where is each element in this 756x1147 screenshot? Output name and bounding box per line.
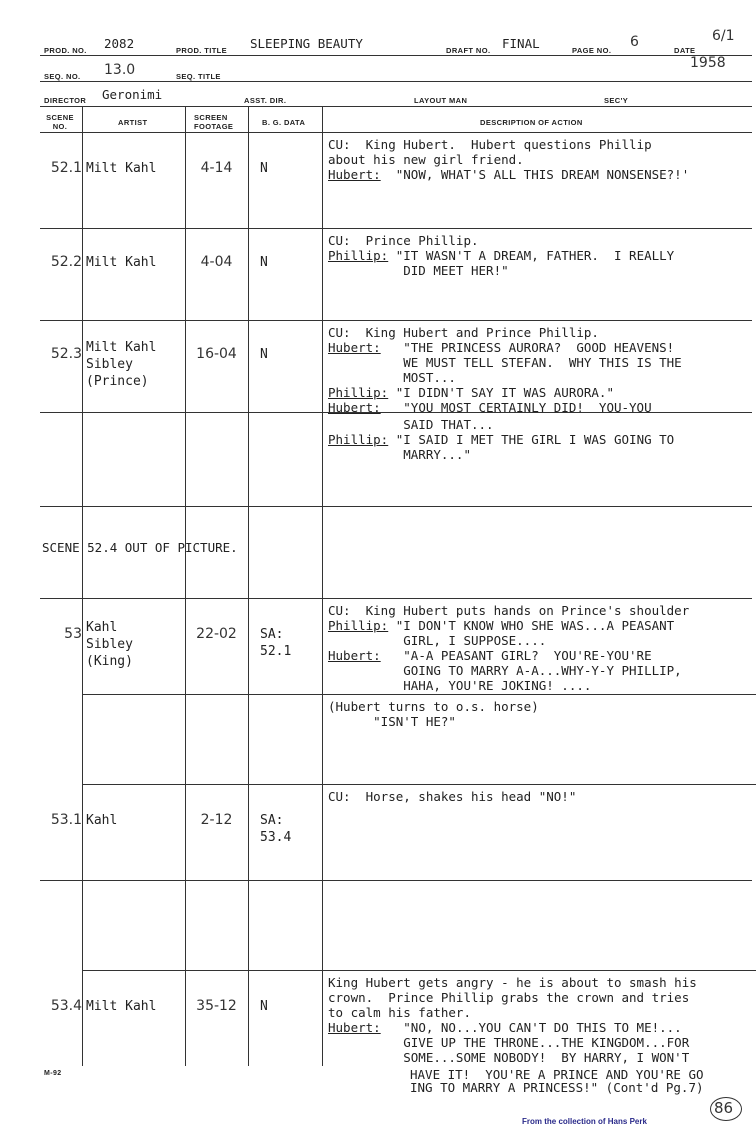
- description-line: [328, 138, 652, 152]
- scene-number: 53: [64, 626, 82, 642]
- description-line: [328, 448, 471, 462]
- continuation-line-1: HAVE IT! YOU'RE A PRINCE AND YOU'RE GO: [410, 1067, 704, 1082]
- screen-footage: 22-02: [196, 626, 237, 642]
- dialogue-text: HAHA, YOU'RE JOKING! ....: [328, 678, 592, 693]
- bg-data: N: [260, 999, 268, 1014]
- description-line: [328, 249, 674, 263]
- dialogue-text: CU: King Hubert puts hands on Prince's shoulder: [328, 603, 690, 618]
- dialogue-text: DID MEET HER!": [328, 263, 509, 278]
- layout-man-label: LAYOUT MAN: [414, 96, 468, 105]
- screen-footage: 16-04: [196, 346, 237, 362]
- dialogue-text: "I DON'T KNOW WHO SHE WAS...A PEASANT: [388, 618, 675, 633]
- header-rule-3: [40, 106, 752, 107]
- screen-footage: 2-12: [200, 812, 233, 828]
- row-separator: [40, 320, 752, 321]
- col-scene-2: NO.: [52, 122, 68, 131]
- description-line: [328, 433, 674, 447]
- dialogue-text: "I DIDN'T SAY IT WAS AURORA.": [388, 385, 614, 400]
- screen-footage: 4-04: [200, 254, 233, 270]
- speaker-label: Phillip:: [328, 618, 389, 633]
- col-scene-1: SCENE: [46, 113, 74, 122]
- speaker-label: Hubert:: [328, 340, 381, 355]
- description-line: [328, 619, 674, 633]
- row-separator: [82, 784, 756, 785]
- dialogue-text: "A-A PEASANT GIRL? YOU'RE-YOU'RE: [380, 648, 652, 663]
- date-top: 6/1: [712, 28, 735, 44]
- artist-name: Kahl Sibley (King): [86, 620, 133, 669]
- row-separator: [40, 880, 752, 881]
- vline-3: [248, 106, 249, 1066]
- header-rule-1: [40, 55, 752, 56]
- bg-data: SA: 52.1: [260, 627, 292, 659]
- seq-no: 13.0: [104, 62, 136, 78]
- dialogue-text: "NO, NO...YOU CAN'T DO THIS TO ME!...: [380, 1020, 682, 1035]
- vline-4: [322, 106, 323, 1066]
- speaker-label: Hubert:: [328, 400, 381, 415]
- secy-label: SEC'Y: [604, 96, 629, 105]
- dialogue-text: (Hubert turns to o.s. horse): [328, 699, 539, 714]
- dialogue-text: to calm his father.: [328, 1005, 471, 1020]
- asst-dir-label: ASST. DIR.: [244, 96, 287, 105]
- dialogue-text: King Hubert gets angry - he is about to smash his: [328, 975, 697, 990]
- draft-no: FINAL: [502, 36, 540, 51]
- col-screen-2: FOOTAGE: [194, 122, 234, 131]
- dialogue-text: CU: King Hubert. Hubert questions Phillip: [328, 137, 652, 152]
- col-bg: B. G. DATA: [262, 118, 306, 127]
- description-line: [328, 715, 456, 729]
- dialogue-text: GIRL, I SUPPOSE....: [328, 633, 547, 648]
- screen-footage: 4-14: [200, 160, 233, 176]
- dialogue-text: about his new girl friend.: [328, 152, 524, 167]
- bg-data: N: [260, 347, 268, 362]
- screen-footage: 35-12: [196, 998, 237, 1014]
- draft-no-label: DRAFT NO.: [446, 46, 491, 55]
- description-line: [328, 1021, 682, 1035]
- row-separator: [40, 228, 752, 229]
- row-separator: [40, 506, 752, 507]
- dialogue-text: "NOW, WHAT'S ALL THIS DREAM NONSENSE?!': [380, 167, 690, 182]
- dialogue-text: SOME...SOME NOBODY! BY HARRY, I WON'T: [328, 1050, 690, 1065]
- row-separator: [82, 694, 756, 695]
- dialogue-text: CU: Prince Phillip.: [328, 233, 479, 248]
- bg-data: SA: 53.4: [260, 813, 292, 845]
- dialogue-text: "YOU MOST CERTAINLY DID! YOU-YOU: [380, 400, 652, 415]
- form-number: M-92: [44, 1070, 62, 1077]
- description-line: [328, 790, 576, 804]
- dialogue-text: "IT WASN'T A DREAM, FATHER. I REALLY: [388, 248, 675, 263]
- description-line: [328, 1051, 689, 1065]
- description-line: [328, 991, 689, 1005]
- speaker-label: Phillip:: [328, 385, 389, 400]
- description-line: [328, 649, 652, 663]
- description-line: [328, 976, 697, 990]
- scene-number: 52.1: [50, 160, 82, 176]
- page-no: 6: [630, 34, 639, 50]
- description-line: [328, 679, 591, 693]
- row-separator: [40, 598, 752, 599]
- artist-name: Kahl: [86, 813, 118, 828]
- col-screen-1: SCREEN: [194, 113, 228, 122]
- dialogue-text: SAID THAT...: [328, 417, 494, 432]
- speaker-label: Phillip:: [328, 248, 389, 263]
- description-line: [328, 371, 456, 385]
- continuation-line-2: ING TO MARRY A PRINCESS!" (Cont'd Pg.7): [410, 1080, 704, 1095]
- col-artist: ARTIST: [118, 118, 148, 127]
- scene-number: 52.2: [50, 254, 82, 270]
- description-line: [328, 700, 539, 714]
- artist-name: Milt Kahl: [86, 255, 157, 270]
- director: Geronimi: [102, 87, 163, 102]
- description-line: [328, 1006, 471, 1020]
- description-line: [328, 386, 614, 400]
- collection-credit: From the collection of Hans Perk: [522, 1117, 647, 1126]
- dialogue-text: MOST...: [328, 370, 456, 385]
- vline-1: [82, 106, 83, 1066]
- speaker-label: Hubert:: [328, 648, 381, 663]
- bg-data: N: [260, 161, 268, 176]
- description-line: [328, 341, 674, 355]
- seq-title-label: SEQ. TITLE: [176, 72, 221, 81]
- description-line: [328, 153, 524, 167]
- director-label: DIRECTOR: [44, 96, 87, 105]
- dialogue-text: WE MUST TELL STEFAN. WHY THIS IS THE: [328, 355, 682, 370]
- description-line: [328, 401, 652, 415]
- dialogue-text: crown. Prince Phillip grabs the crown and tries: [328, 990, 690, 1005]
- prod-title: SLEEPING BEAUTY: [250, 36, 363, 51]
- dialogue-text: GIVE UP THE THRONE...THE KINGDOM...FOR: [328, 1035, 690, 1050]
- speaker-label: Hubert:: [328, 167, 381, 182]
- prod-no-label: PROD. NO.: [44, 46, 87, 55]
- description-line: [328, 356, 682, 370]
- header-rule-2: [40, 81, 752, 82]
- speaker-label: Hubert:: [328, 1020, 381, 1035]
- bg-data: N: [260, 255, 268, 270]
- description-line: [328, 634, 546, 648]
- col-header-rule: [40, 132, 752, 133]
- description-line: [328, 664, 682, 678]
- description-line: [328, 326, 599, 340]
- date-bottom: 1958: [690, 55, 726, 71]
- dialogue-text: CU: King Hubert and Prince Phillip.: [328, 325, 599, 340]
- description-line: [328, 168, 689, 182]
- scene-number: 53.4: [50, 998, 82, 1014]
- col-desc: DESCRIPTION OF ACTION: [480, 118, 583, 127]
- page-no-label: PAGE NO.: [572, 46, 612, 55]
- dialogue-text: "THE PRINCESS AURORA? GOOD HEAVENS!: [380, 340, 675, 355]
- description-line: [328, 1036, 689, 1050]
- row-separator: [82, 970, 756, 971]
- dialogue-text: MARRY...": [328, 447, 471, 462]
- artist-name: Milt Kahl: [86, 161, 157, 176]
- speaker-label: Phillip:: [328, 432, 389, 447]
- page-circled-number: 86: [714, 1099, 734, 1117]
- seq-no-label: SEQ. NO.: [44, 72, 81, 81]
- prod-title-label: PROD. TITLE: [176, 46, 228, 55]
- prod-no: 2082: [104, 36, 135, 51]
- artist-name: Milt Kahl: [86, 999, 157, 1014]
- description-line: [328, 418, 494, 432]
- description-line: [328, 234, 479, 248]
- scene-number: 53.1: [50, 812, 82, 828]
- dialogue-text: "ISN'T HE?": [328, 714, 456, 729]
- vline-2: [185, 106, 186, 1066]
- out-of-picture-note: SCENE 52.4 OUT OF PICTURE.: [42, 540, 238, 555]
- scene-number: 52.3: [50, 346, 82, 362]
- description-line: [328, 604, 689, 618]
- dialogue-text: GOING TO MARRY A-A...WHY-Y-Y PHILLIP,: [328, 663, 682, 678]
- artist-name: Milt Kahl Sibley (Prince): [86, 340, 157, 389]
- dialogue-text: CU: Horse, shakes his head "NO!": [328, 789, 577, 804]
- description-line: [328, 264, 509, 278]
- dialogue-text: "I SAID I MET THE GIRL I WAS GOING TO: [388, 432, 675, 447]
- date-label: DATE: [674, 46, 696, 55]
